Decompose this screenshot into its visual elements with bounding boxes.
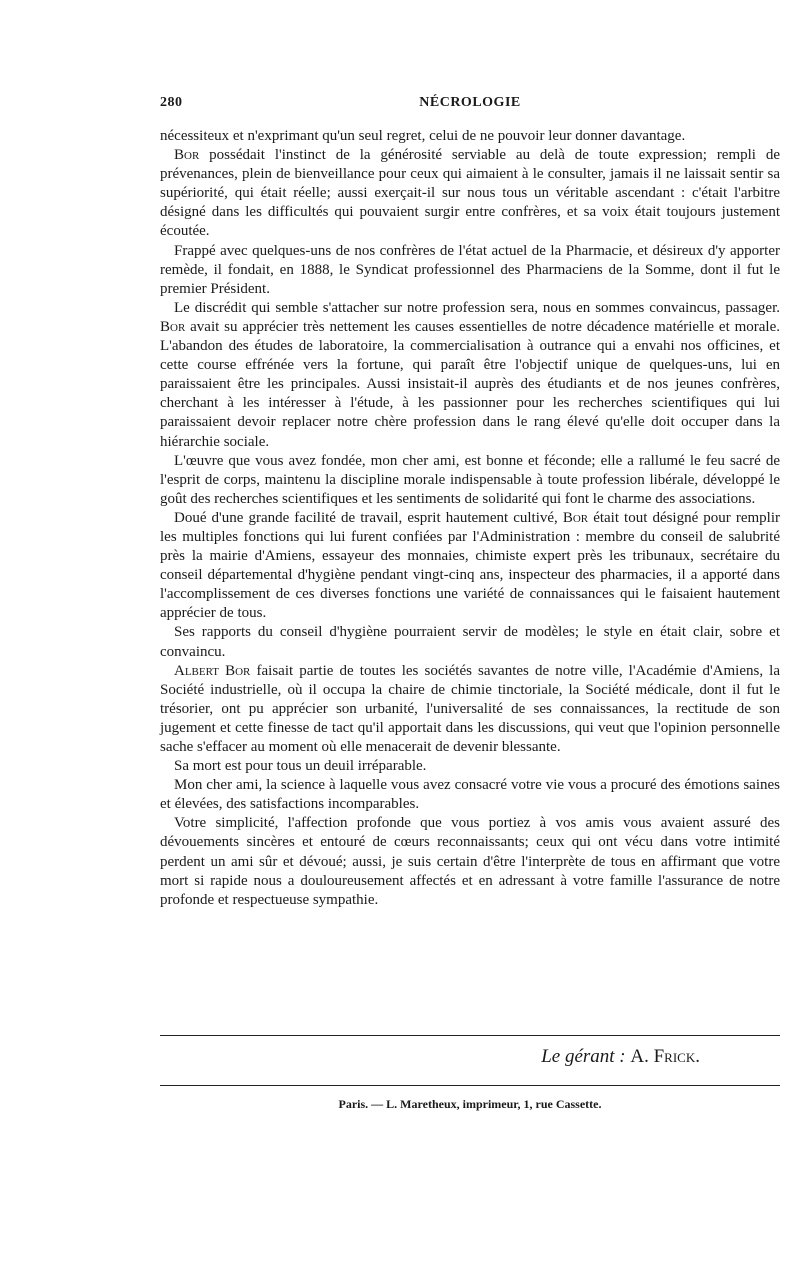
person-name: Albert Bor: [174, 662, 251, 679]
page-number: 280: [160, 95, 183, 110]
paragraph: [160, 662, 780, 757]
person-name: Bor: [562, 509, 589, 526]
paragraph-text: Le discrédit qui semble s'attacher sur notre profession sera, nous en sommes convaincus, passager.: [174, 299, 780, 316]
divider-bottom: [160, 1085, 780, 1086]
paragraph-text: Frappé avec quelques-uns de nos confrères de l'état actuel de la Pharmacie, et désireux d'y apporter remède, il fondait, en 1888, le Syndicat professionnel des Pharmaciens de la Somme, dont il fut le premier Président.: [160, 242, 780, 297]
article-body: [160, 127, 780, 910]
signature-line: [160, 1046, 700, 1068]
paragraph-text: Mon cher ami, la science à laquelle vous avez consacré votre vie vous a procuré des émotions saines et élevées, des satisfactions incomparables.: [160, 777, 780, 813]
paragraph-text: avait su apprécier très nettement les causes essentielles de notre décadence matérielle et morale. L'abandon des études de laboratoire, la commercialisation à outrance qui a envahi nos officines, et cette course effrénée vers la fortune, qui paraît être l'objectif unique de quelques-uns, lui en paraissaient être les principales. Aussi insistait-il auprès des étudiants et de nos jeunes confrères, cherchant à les intéresser à l'étude, à les passionner pour les recherches scientifiques qui lui paraissaient devoir replacer notre chère profession dans le rang élevé qu'elle doit occuper dans la hiérarchie sociale.: [160, 318, 780, 450]
divider-top: [160, 1035, 780, 1036]
paragraph: [160, 509, 780, 624]
running-head: [160, 95, 780, 115]
section-title: NÉCROLOGIE: [419, 95, 521, 110]
paragraph-text: Ses rapports du conseil d'hygiène pourraient servir de modèles; le style en était clair, sobre et convaincu.: [160, 624, 780, 660]
paragraph-text: était tout désigné pour remplir les multiples fonctions qui lui furent confiées par l'Administration : membre du conseil de salubrité près la mairie d'Amiens, essayeur des monnaies, chimiste expert près les tribunaux, secrétaire du conseil départemental d'hygiène pendant vingt-cinq ans, inspecteur des pharmacies, il a apporté dans l'accomplissement de ces diverses fonctions une variété de connaissances qui le faisaient hautement apprécier de tous.: [160, 509, 781, 622]
paragraph-text: faisait partie de toutes les sociétés savantes de notre ville, l'Académie d'Amiens, la Société industrielle, où il occupa la chaire de chimie tinctoriale, la Société médicale, dont il fut le trésorier, ont pu apprécier son urbanité, l'universalité de ses connaissances, la rectitude de son jugement et cette finesse de tact qu'il apportait dans les discussions, qui veut que l'opinion personnelle sache s'effacer au moment où elle menacerait de devenir blessante.: [160, 662, 780, 755]
paragraph-text: nécessiteux et n'exprimant qu'un seul regret, celui de ne pouvoir leur donner davantage.: [160, 128, 686, 144]
paragraph-text: possédait l'instinct de la générosité serviable au delà de toute expression; rempli de prévenances, plein de bienveillance pour ceux qui aimaient à le consulter, jamais il ne laissait sentir sa supériorité, qui était réelle; aussi exerçait-il sur nous tous un véritable ascendant : c'était l'arbitre désigné dans les difficultés qui pouvaient surgir entre confrères, et sa voix était toujours justement écoutée.: [160, 147, 780, 240]
person-name: Bor: [174, 147, 200, 164]
person-name: Bor: [160, 318, 186, 335]
paragraph-text: Votre simplicité, l'affection profonde que vous portiez à vos amis vous avaient assuré des dévouements sincères et entouré de cœurs reconnaissants; ceux qui ont vécu dans votre intimité perdent un ami sûr et dévoué; aussi, je suis certain d'être l'interprète de tous en affirmant que votre mort si rapide nous a douloureusement affectés et en adressant à votre famille l'assurance de notre profonde et respectueuse sympathie.: [160, 815, 780, 908]
paragraph: [160, 757, 780, 776]
paragraph: [160, 242, 780, 299]
signature-name: A. Frick.: [630, 1046, 700, 1067]
paragraph-text: Sa mort est pour tous un deuil irréparable.: [174, 758, 427, 775]
paragraph: [160, 776, 780, 814]
paragraph: [160, 623, 780, 661]
paragraph: [160, 452, 780, 509]
signature-label: Le gérant :: [541, 1046, 626, 1067]
paragraph: [160, 814, 780, 909]
paragraph: [160, 146, 780, 241]
paragraph: [160, 127, 780, 146]
paragraph-text: L'œuvre que vous avez fondée, mon cher ami, est bonne et féconde; elle a rallumé le feu sacré de l'esprit de corps, maintenu la discipline morale indispensable à toute profession libérale, développé le goût des recherches scientifiques et les sentiments de solidarité qui font le charme des associations.: [160, 452, 780, 507]
paragraph-text: Doué d'une grande facilité de travail, esprit hautement cultivé,: [174, 509, 563, 526]
printer-imprint: Paris. — L. Maretheux, imprimeur, 1, rue Cassette.: [338, 1097, 602, 1111]
paragraph: [160, 299, 780, 452]
